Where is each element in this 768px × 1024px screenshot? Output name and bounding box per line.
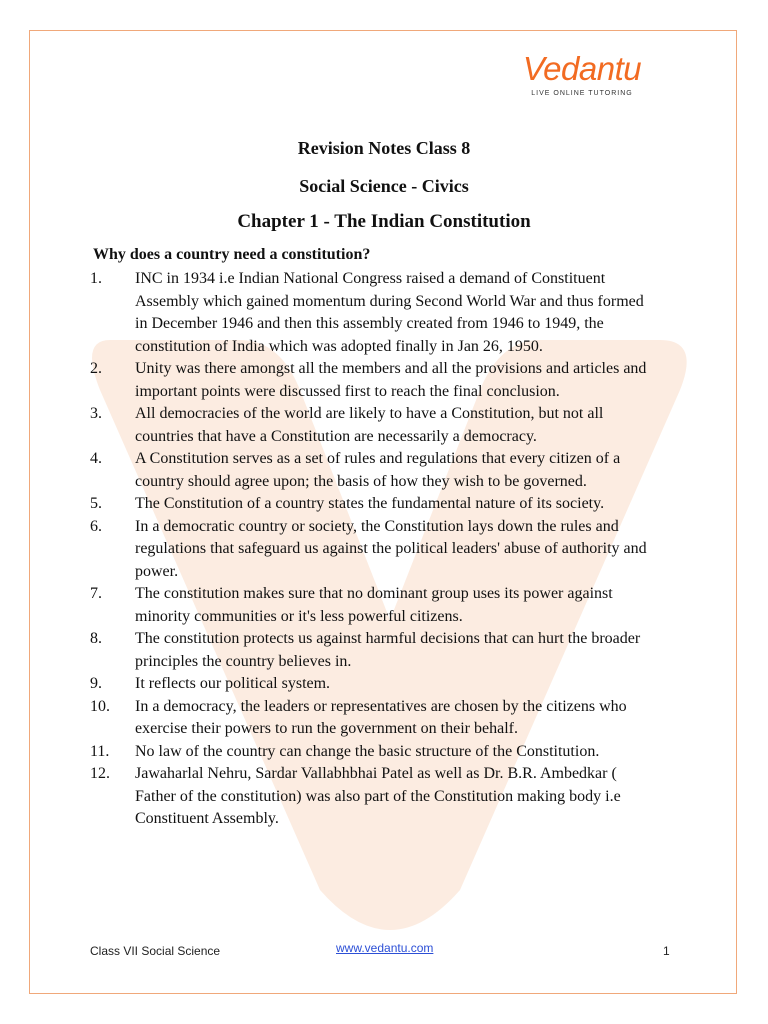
item-number: 10. bbox=[90, 697, 110, 715]
page-footer bbox=[0, 941, 768, 960]
list-item bbox=[90, 673, 650, 696]
list-item bbox=[90, 763, 650, 831]
item-text: The constitution makes sure that no dominant group uses its power against minority communities or it's less powerful citizens. bbox=[135, 585, 613, 625]
item-text: In a democratic country or society, the Constitution lays down the rules and regulations that safeguard us against the political leaders' abuse of authority and power. bbox=[135, 517, 647, 580]
list-item bbox=[90, 493, 650, 516]
section-heading: Why does a country need a constitution? bbox=[93, 246, 371, 263]
title-subject: Social Science - Civics bbox=[299, 176, 469, 196]
item-number: 5. bbox=[90, 495, 102, 512]
title-class: Revision Notes Class 8 bbox=[297, 138, 471, 158]
list-item bbox=[90, 448, 650, 493]
list-item bbox=[90, 268, 650, 358]
item-number: 12. bbox=[90, 765, 110, 782]
item-number: 7. bbox=[90, 585, 102, 602]
item-text: INC in 1934 i.e Indian National Congress raised a demand of Constituent Assembly which gained momentum during Second World War and thus formed in December 1946 and then this assembly created from 1946 to 1949, the constitution of India which was adopted finally in Jan 26, 1950. bbox=[135, 270, 644, 355]
list-item bbox=[90, 741, 650, 764]
list-item bbox=[90, 696, 650, 741]
item-number: 8. bbox=[90, 630, 102, 647]
footer-website-link[interactable]: www.vedantu.com bbox=[336, 941, 434, 955]
title-chapter: Chapter 1 - The Indian Constitution bbox=[237, 211, 531, 232]
notes-list bbox=[90, 268, 650, 831]
item-text: In a democracy, the leaders or representatives are chosen by the citizens who exercise their powers to run the government on their behalf. bbox=[135, 697, 627, 737]
list-item bbox=[90, 628, 650, 673]
logo-wordmark: Vedantu bbox=[522, 50, 642, 87]
item-text: No law of the country can change the basic structure of the Constitution. bbox=[135, 742, 600, 760]
item-text: It reflects our political system. bbox=[135, 675, 331, 692]
logo-tagline: LIVE ONLINE TUTORING bbox=[531, 90, 633, 97]
item-number: 1. bbox=[90, 270, 102, 287]
list-item bbox=[90, 516, 650, 584]
item-text: Unity was there amongst all the members and all the provisions and articles and important points were discussed first to reach the final conclusion. bbox=[135, 360, 647, 400]
list-item bbox=[90, 583, 650, 628]
vedantu-logo bbox=[512, 50, 652, 106]
item-text: A Constitution serves as a set of rules and regulations that every citizen of a country should agree upon; the basis of how they wish to be governed. bbox=[135, 450, 621, 490]
list-item bbox=[90, 403, 650, 448]
item-text: All democracies of the world are likely to have a Constitution, but not all countries that have a Constitution are necessarily a democracy. bbox=[135, 405, 604, 445]
item-number: 6. bbox=[90, 517, 102, 535]
page-number: 1 bbox=[663, 944, 670, 958]
item-number: 4. bbox=[90, 450, 102, 467]
item-text: The constitution protects us against harmful decisions that can hurt the broader principles the country believes in. bbox=[135, 630, 641, 670]
list-item bbox=[90, 358, 650, 403]
item-number: 2. bbox=[90, 360, 102, 377]
footer-class-label: Class VII Social Science bbox=[90, 944, 221, 958]
item-text: Jawaharlal Nehru, Sardar Vallabhbhai Patel as well as Dr. B.R. Ambedkar ( Father of the constitution) was also part of the Constitution making body i.e Constituent Assembly. bbox=[135, 765, 621, 827]
item-number: 3. bbox=[90, 405, 102, 422]
item-text: The Constitution of a country states the fundamental nature of its society. bbox=[135, 495, 605, 512]
item-number: 9. bbox=[90, 675, 102, 692]
item-number: 11. bbox=[90, 742, 110, 760]
